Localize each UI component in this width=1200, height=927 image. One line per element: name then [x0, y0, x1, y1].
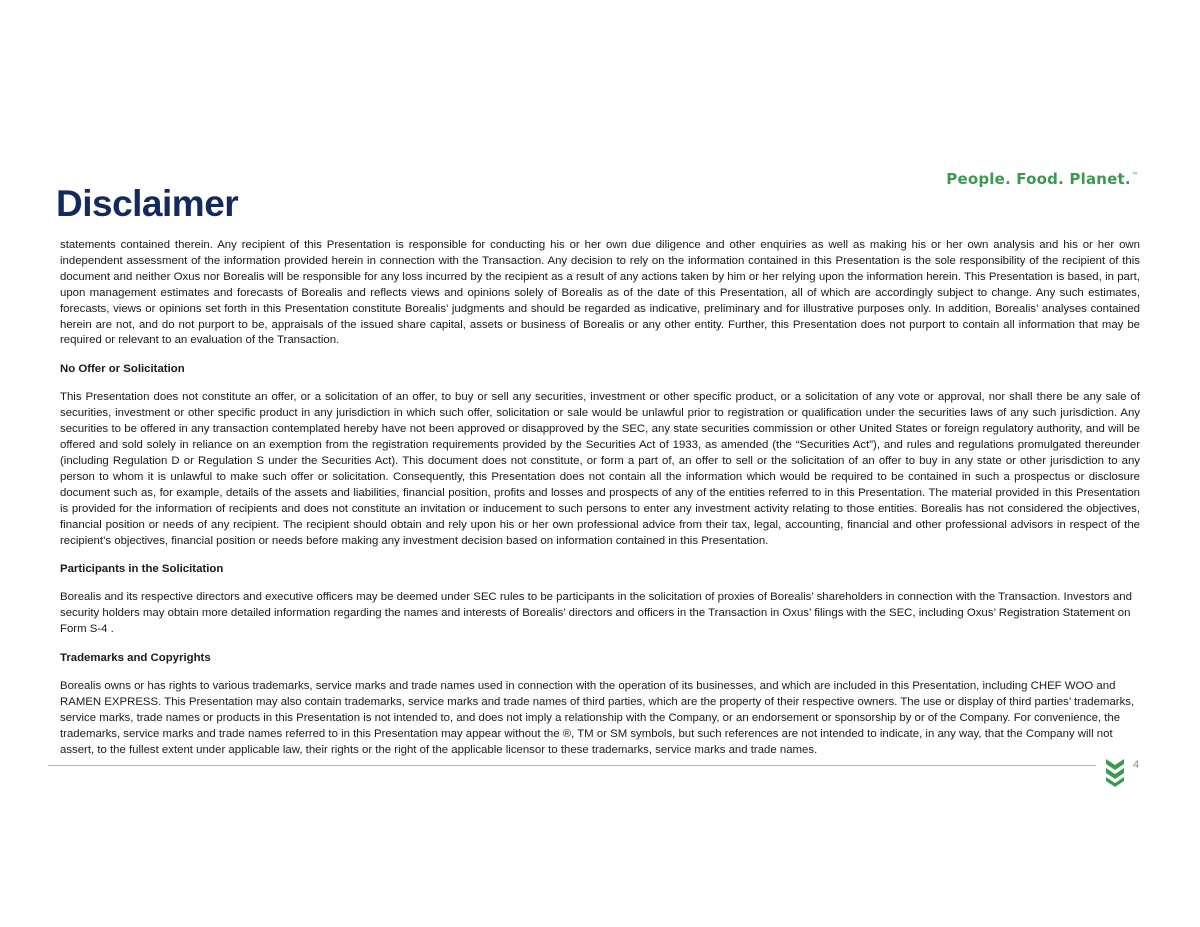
page-title: Disclaimer [56, 183, 239, 224]
disclaimer-body [60, 238, 1140, 759]
footer-divider [48, 765, 1096, 766]
section-text-no-offer: This Presentation does not constitute an offer, or a solicitation of an offer, to buy or sell any securities, investment or other specific product, or a solicitation of any vote or approval, nor shall there be any sale of securities, investment or other specific product in any jurisdiction in which such offer, solicitation or sale would be unlawful prior to registration or qualification under the securities laws of any such jurisdiction. Any securities to be offered in any transaction contemplated hereby have not been approved or disapproved by the SEC, any state securities commission or other United States or foreign regulatory authority, and will be offered and sold solely in reliance on an exemption from the registration requirements provided by the Securities Act of 1933, as amended (the “Securities Act”), and rules and regulations promulgated thereunder (including Regulation D or Regulation S under the Securities Act). This document does not constitute, or form a part of, an offer to sell or the solicitation of an offer to buy in any state or other jurisdiction to any person to whom it is unlawful to make such offer or solicitation. Consequently, this Presentation does not contain all the information which would be required to be contained in such a prospectus or disclosure document such as, for example, details of the assets and liabilities, financial position, profits and losses and prospects of any of the entities referred to in this Presentation. The material provided in this Presentation is provided for the information of recipients and does not constitute an invitation or inducement to such persons to enter any investment activity relating to those entities. Borealis has not considered the objectives, financial position or needs of any recipient. The recipient should obtain and rely upon his or her own professional advice from their tax, legal, accounting, financial and other professional advisors in respect of the recipient’s objectives, financial position or needs before making any investment decision based on information contained in this Presentation. [60, 391, 1140, 547]
borealis-logo-icon [1104, 756, 1126, 788]
page-number: 4 [1133, 759, 1140, 771]
trademark-mark: ™ [1131, 172, 1138, 179]
brand-tagline [946, 170, 1138, 188]
tagline-text: People. Food. Planet. [946, 170, 1131, 188]
section-heading-trademarks: Trademarks and Copyrights [60, 652, 211, 665]
section-text-trademarks: Borealis owns or has rights to various trademarks, service marks and trade names used in connection with the operation of its businesses, and which are included in this Presentation, including CHEF WOO and RAMEN EXPRESS. This Presentation may also contain trademarks, service marks and trade names of third parties, which are the property of their respective owners. The use or display of third parties’ trademarks, service marks, trade names or products in this Presentation is not intended to, and does not imply a relationship with the Company, or an endorsement or sponsorship by or of the Company. For convenience, the trademarks, service marks and trade names referred to in this Presentation may appear without the ®, TM or SM symbols, but such references are not intended to indicate, in any way, that the Company will not assert, to the fullest extent under applicable law, their rights or the right of the applicable licensor to these trademarks, service marks and trade names. [60, 680, 1135, 756]
section-heading-participants: Participants in the Solicitation [60, 563, 224, 576]
intro-paragraph: statements contained therein. Any recipient of this Presentation is responsible for conducting his or her own due diligence and other enquiries as well as making his or her own analysis and his or her own independent assessment of the information provided herein in connection with the Transaction. Any decision to rely on the information contained in this Presentation is the sole responsibility of the recipient of this document and neither Oxus nor Borealis will be responsible for any loss incurred by the recipient as a result of any actions taken by him or her relying upon the information herein. This Presentation is based, in part, upon management estimates and forecasts of Borealis and reflects views and opinions solely of Borealis as of the date of this Presentation, all of which are accordingly subject to change. Any such estimates, forecasts, views or opinions set forth in this Presentation constitute Borealis’ judgments and should be regarded as indicative, preliminary and for illustrative purposes only. In addition, Borealis’ analyses contained herein are not, and do not purport to be, appraisals of the issued share capital, assets or business of Borealis or any other entity. Further, this Presentation does not purport to contain all information that may be required or relevant to an evaluation of the Transaction. [60, 239, 1140, 347]
section-text-participants: Borealis and its respective directors and executive officers may be deemed under SEC rules to be participants in the solicitation of proxies of Borealis’ shareholders in connection with the Transaction. Investors and security holders may obtain more detailed information regarding the names and interests of Borealis’ directors and officers in the Transaction in Oxus’ filings with the SEC, including Oxus’ Registration Statement on Form S-4 . [60, 591, 1132, 636]
section-heading-no-offer: No Offer or Solicitation [60, 363, 185, 376]
